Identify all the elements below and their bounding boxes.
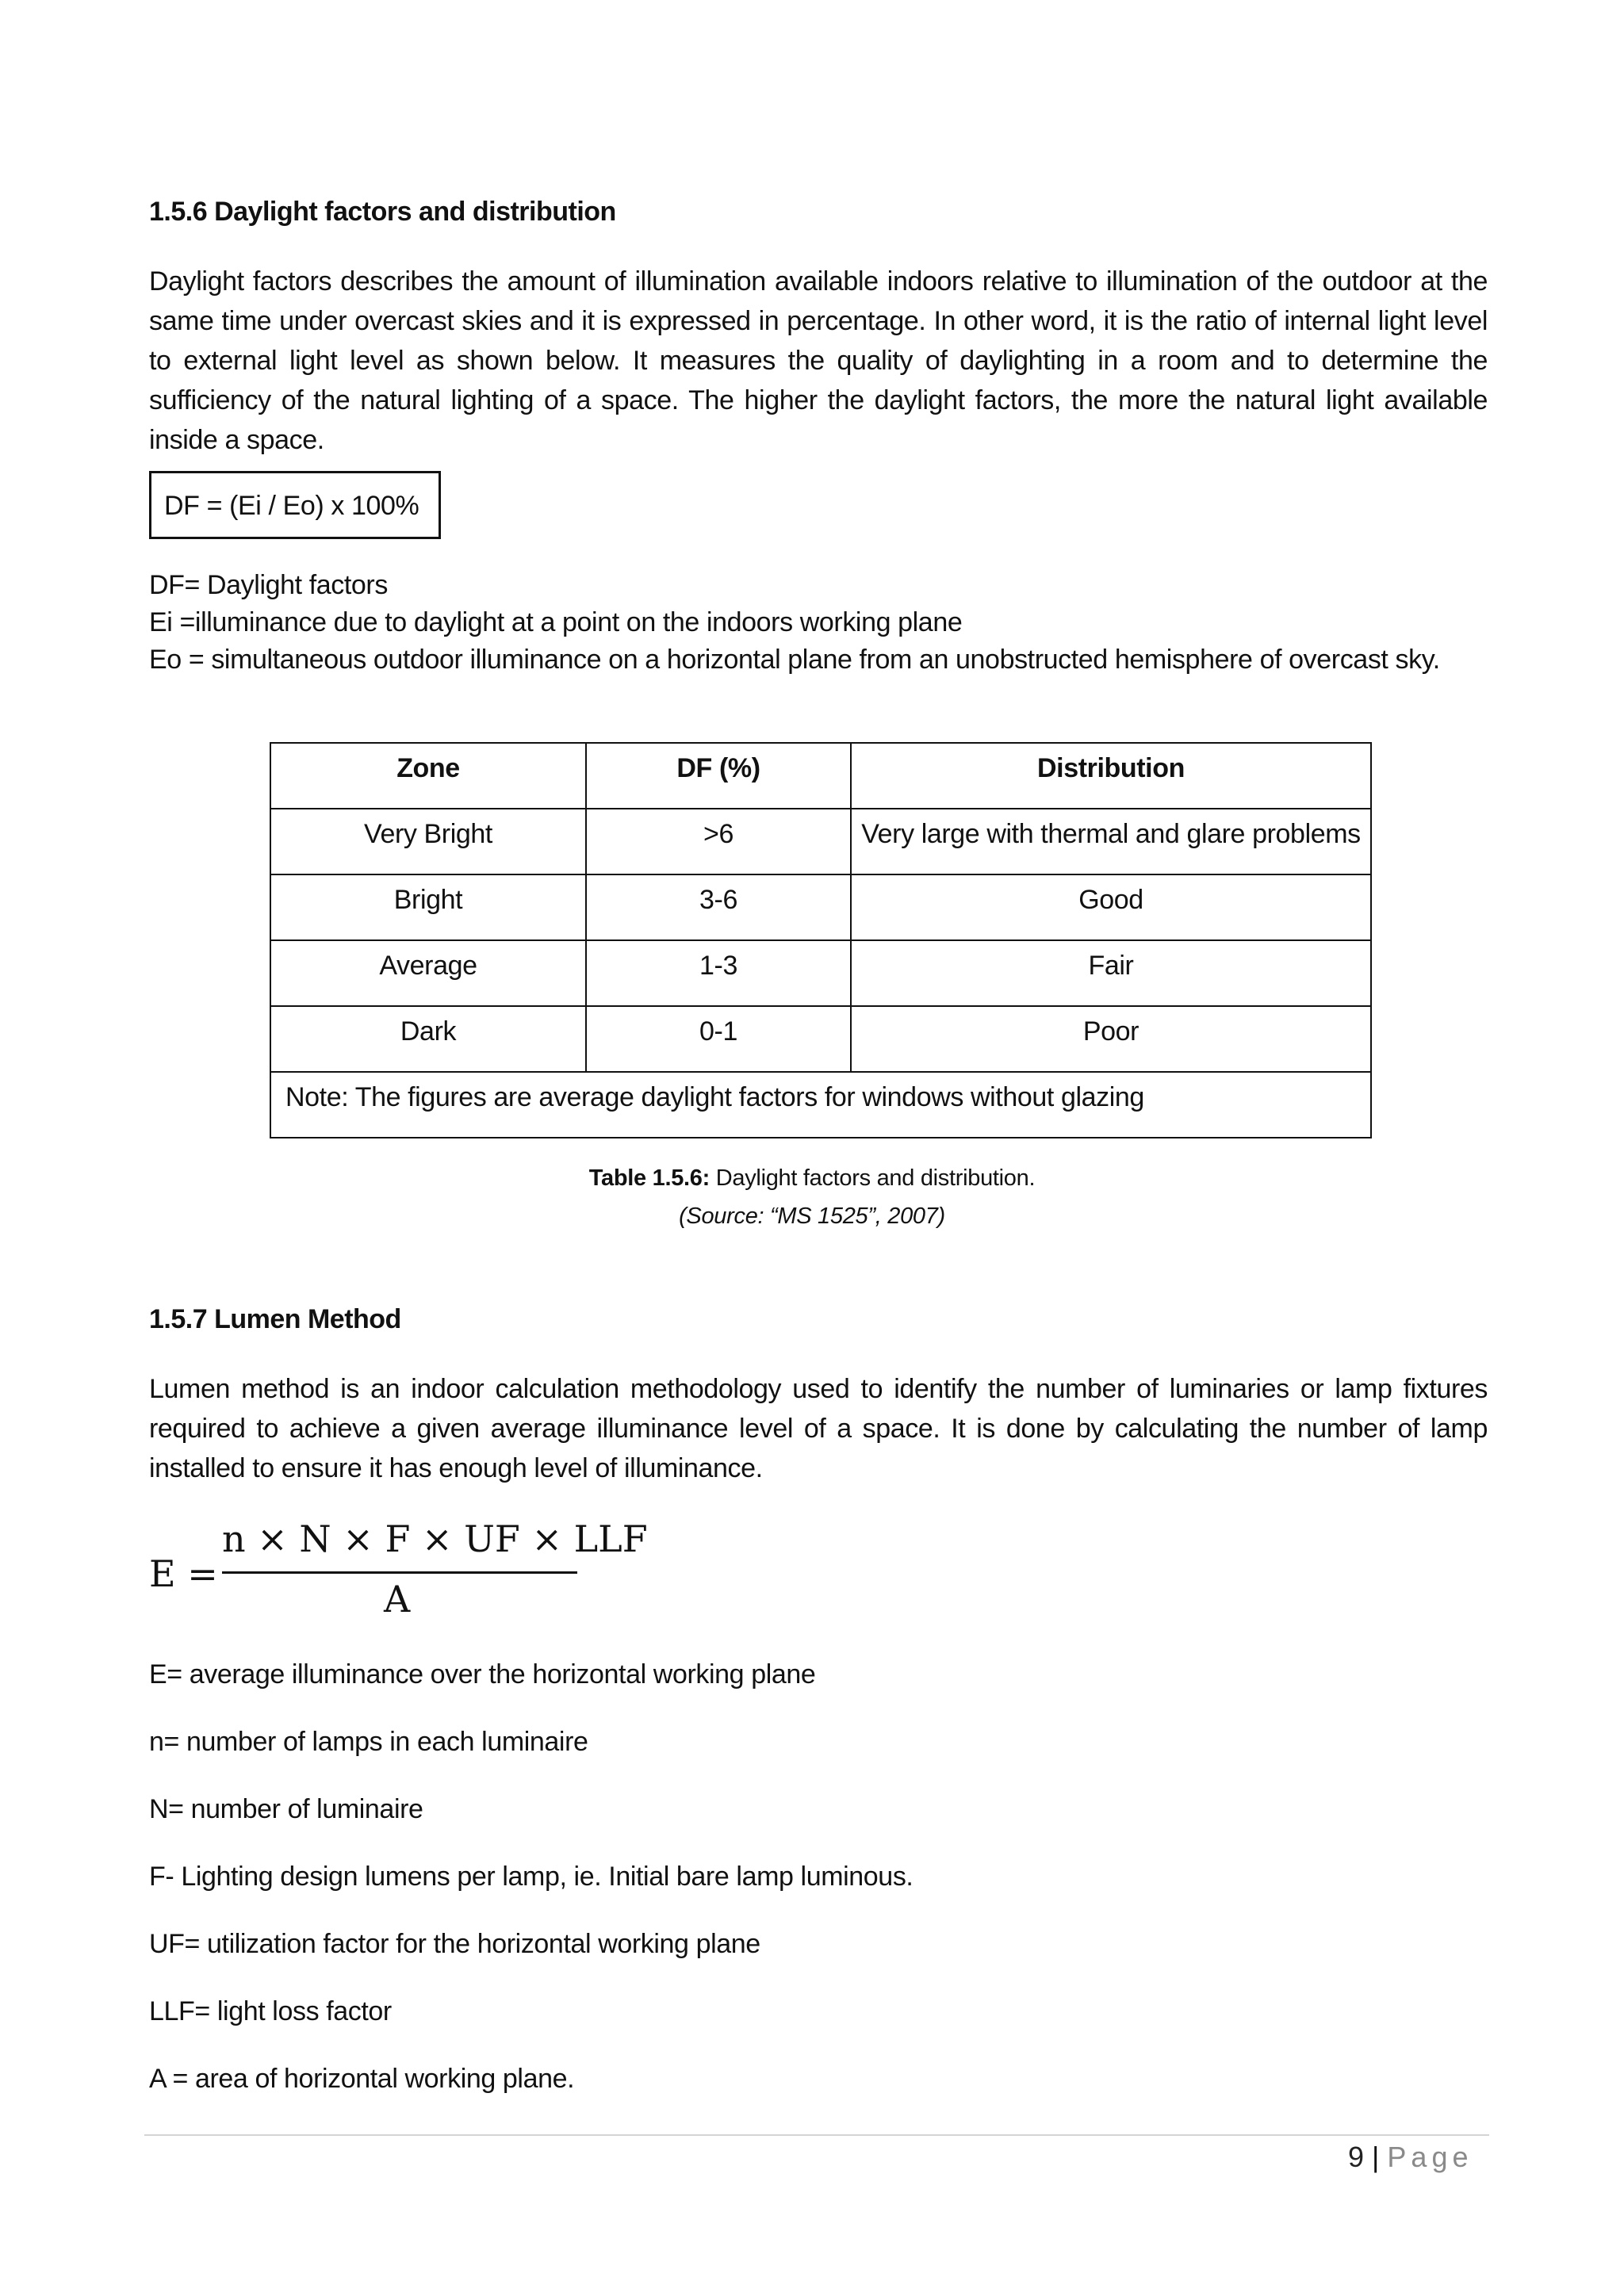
table-header-row (270, 743, 1371, 809)
footer-separator: | (1372, 2141, 1380, 2173)
table-row (270, 809, 1371, 874)
table-cell-distribution: Fair (851, 940, 1371, 1006)
table-cell-df: >6 (586, 809, 851, 874)
table-cell-zone: Very Bright (270, 809, 586, 874)
definition-ei: Ei =illuminance due to daylight at a point on the indoors working plane (149, 607, 963, 637)
lumen-equation (149, 1517, 648, 1625)
daylight-factor-formula: DF = (Ei / Eo) x 100% (164, 491, 419, 521)
table-cell-df: 1-3 (586, 940, 851, 1006)
table-cell-zone: Average (270, 940, 586, 1006)
table-caption (0, 1165, 1624, 1192)
definition-df: DF= Daylight factors (149, 570, 388, 600)
table-row (270, 874, 1371, 940)
lumen-method-paragraph: Lumen method is an indoor calculation methodology used to identify the number of luminaries or lamp fixtures required to achieve a given average illuminance level of a space. It is done by calculating the number of lamp installed to ensure it has enough level of illuminance. (149, 1374, 1488, 1483)
equation-lhs: E = (149, 1552, 218, 1595)
footer-divider (144, 2134, 1489, 2136)
table-row (270, 1006, 1371, 1072)
definition-f: F- Lighting design lumens per lamp, ie. Initial bare lamp luminous. (149, 1862, 914, 1892)
table-caption-label: Table 1.5.6: (588, 1165, 710, 1191)
table-caption-text: Daylight factors and distribution. (710, 1165, 1036, 1191)
definition-llf: LLF= light loss factor (149, 1996, 392, 2026)
table-source: (Source: “MS 1525”, 2007) (679, 1203, 945, 1229)
definition-a: A = area of horizontal working plane. (149, 2064, 575, 2094)
table-cell-df: 0-1 (586, 1006, 851, 1072)
table-cell-zone: Dark (270, 1006, 586, 1072)
equation-denominator: A (384, 1578, 411, 1621)
table-cell-distribution: Very large with thermal and glare problems (851, 809, 1371, 874)
definition-n-luminaire: N= number of luminaire (149, 1794, 423, 1824)
table-cell-distribution: Poor (851, 1006, 1371, 1072)
daylight-factor-formula-box (149, 471, 441, 539)
table-cell-df: 3-6 (586, 874, 851, 940)
definition-e: E= average illuminance over the horizontal working plane (149, 1659, 816, 1689)
section-heading-1-5-7: 1.5.7 Lumen Method (149, 1304, 401, 1334)
daylight-factor-paragraph: Daylight factors describes the amount of illumination available indoors relative to illumination of the outdoor at the same time under overcast skies and it is expressed in percentage. In other word, it is the ratio of internal light level to external light level as shown below. It measures the quality of daylighting in a room and to determine the sufficiency of the natural lighting of a space. The higher the daylight factors, the more the natural light available inside a space. (149, 266, 1488, 455)
table-note-row (270, 1072, 1371, 1138)
definition-n-lamps: n= number of lamps in each luminaire (149, 1727, 588, 1757)
equation-fraction-bar (222, 1571, 577, 1574)
page-label: Page (1387, 2141, 1473, 2173)
table-note: Note: The figures are average daylight factors for windows without glazing (270, 1072, 1371, 1138)
equation-numerator: n × N × F × UF × LLF (222, 1517, 648, 1560)
page-number: 9 (1348, 2141, 1365, 2173)
page-footer (1348, 2141, 1473, 2174)
daylight-factor-table (270, 742, 1372, 1138)
definition-eo: Eo = simultaneous outdoor illuminance on a horizontal plane from an unobstructed hemisphere of overcast sky. (149, 645, 1440, 675)
section-heading-1-5-6: 1.5.6 Daylight factors and distribution (149, 197, 616, 227)
column-header-df: DF (%) (586, 743, 851, 809)
column-header-zone: Zone (270, 743, 586, 809)
table-row (270, 940, 1371, 1006)
table-cell-zone: Bright (270, 874, 586, 940)
table-cell-distribution: Good (851, 874, 1371, 940)
column-header-distribution: Distribution (851, 743, 1371, 809)
definition-uf: UF= utilization factor for the horizontal working plane (149, 1929, 760, 1959)
